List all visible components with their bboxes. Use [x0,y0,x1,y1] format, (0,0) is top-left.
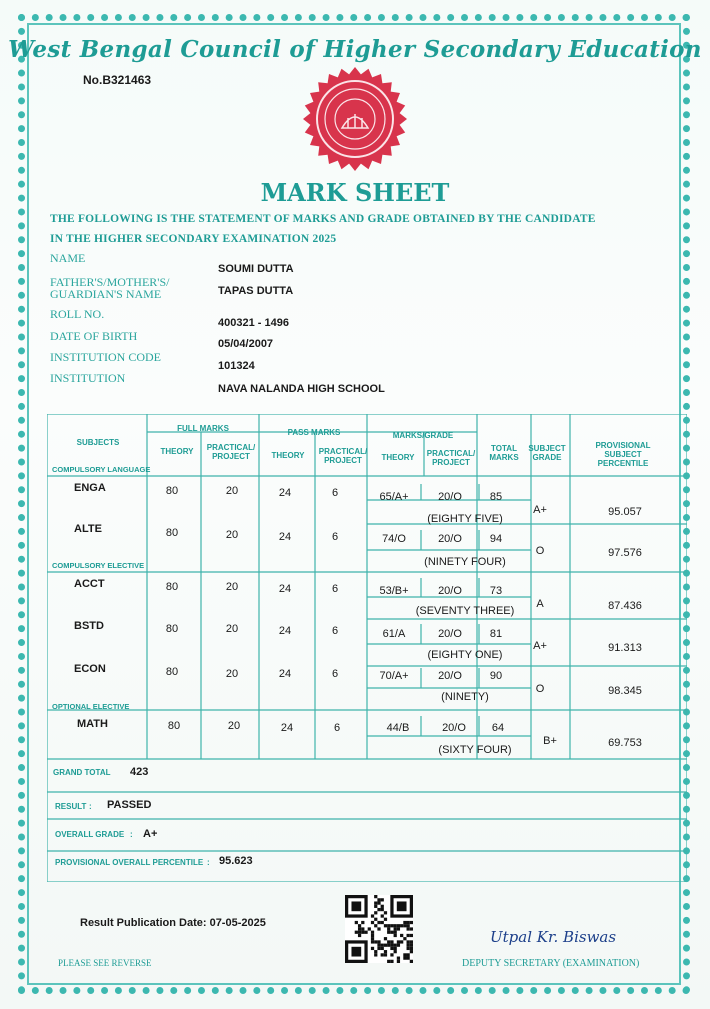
subject-grade: B+ [543,735,557,747]
total-marks: 64 [491,722,505,734]
header-theory-full: THEORY [160,447,194,456]
overall-grade-separator: : [130,830,133,839]
result-value: PASSED [107,799,152,811]
practical-marks: 20/O [438,670,462,682]
guardian-name: TAPAS DUTTA [218,285,294,297]
page-title: MARK SHEET [260,178,450,207]
board-name: West Bengal Council of Higher Secondary Education [8,36,702,63]
header-practical-full: PRACTICAL/ PROJECT [206,443,256,461]
theory-marks: 53/B+ [379,585,409,597]
pass-theory: 24 [278,531,292,543]
roll-label: ROLL NO. [50,307,105,321]
subject-grade: O [535,683,545,695]
theory-marks: 74/O [382,533,406,545]
qr-code-icon [345,895,413,963]
pass-theory: 24 [278,487,292,499]
full-theory: 80 [165,581,179,593]
theory-marks: 61/A [382,628,406,640]
full-practical: 20 [225,485,239,497]
result-separator: : [89,802,92,811]
subject-code: ENGA [74,482,106,494]
overall-percentile-value: 95.623 [219,855,253,867]
pass-practical: 6 [331,583,339,595]
full-theory: 80 [165,666,179,678]
practical-marks: 20/O [438,628,462,640]
institution-code-label: INSTITUTION CODE [50,350,161,364]
subject-code: ACCT [74,578,105,590]
overall-grade-value: A+ [143,828,158,840]
practical-marks: 20/O [442,722,466,734]
institution-label: INSTITUTION [50,371,126,385]
subject-code: ECON [74,663,106,675]
header-pass-marks: PASS MARKS [287,428,341,437]
statement-line-1: THE FOLLOWING IS THE STATEMENT OF MARKS AND GRADE OBTAINED BY THE CANDIDATE [50,213,596,225]
total-in-words: (EIGHTY FIVE) [427,513,503,525]
header-marks-grade: MARKS/GRADE [392,431,454,440]
theory-marks: 70/A+ [379,670,409,682]
pass-practical: 6 [331,625,339,637]
full-practical: 20 [225,623,239,635]
dob-label: DATE OF BIRTH [50,329,138,343]
pass-theory: 24 [278,583,292,595]
header-subject-grade: SUBJECT GRADE [528,444,566,462]
name-label: NAME [50,251,86,265]
full-practical: 20 [225,581,239,593]
practical-marks: 20/O [438,491,462,503]
pass-theory: 24 [278,668,292,680]
full-practical: 20 [225,668,239,680]
total-marks: 73 [489,585,503,597]
total-marks: 85 [489,491,503,503]
institution-name: NAVA NALANDA HIGH SCHOOL [218,383,385,395]
pass-theory: 24 [280,722,294,734]
theory-marks: 44/B [386,722,410,734]
council-seal-icon [302,66,408,172]
total-marks: 94 [489,533,503,545]
result-label: RESULT [55,802,87,811]
statement-line-2: IN THE HIGHER SECONDARY EXAMINATION 2025 [50,233,337,245]
subject-grade: A+ [533,504,547,516]
pass-theory: 24 [278,625,292,637]
header-percentile: PROVISIONAL SUBJECT PERCENTILE [595,441,651,468]
signature: Utpal Kr. Biswas [490,928,617,946]
grand-total-value: 423 [130,766,149,778]
section-compulsory-language: COMPULSORY LANGUAGE [52,465,151,474]
subject-grade: A [536,598,544,610]
publication-date: Result Publication Date: 07-05-2025 [80,917,266,929]
grand-total-label: GRAND TOTAL [53,768,111,777]
header-subjects: SUBJECTS [76,438,120,447]
full-theory: 80 [165,623,179,635]
total-in-words: (NINETY) [441,691,489,703]
pass-practical: 6 [331,668,339,680]
header-full-marks: FULL MARKS [177,424,229,433]
subject-grade: A+ [533,640,547,652]
total-in-words: (NINETY FOUR) [424,556,506,568]
full-practical: 20 [225,529,239,541]
header-practical-pass: PRACTICAL/ PROJECT [318,447,368,465]
total-in-words: (SIXTY FOUR) [438,744,512,756]
deputy-secretary: DEPUTY SECRETARY (EXAMINATION) [462,958,640,969]
subject-percentile: 98.345 [608,685,642,697]
total-marks: 81 [489,628,503,640]
full-theory: 80 [167,720,181,732]
candidate-name: SOUMI DUTTA [218,263,294,275]
practical-marks: 20/O [438,585,462,597]
overall-grade-label: OVERALL GRADE [55,830,125,839]
please-see-reverse: PLEASE SEE REVERSE [58,958,152,968]
subject-percentile: 95.057 [608,506,642,518]
header-theory-pass: THEORY [271,451,305,460]
header-theory-obtained: THEORY [381,453,415,462]
full-theory: 80 [165,485,179,497]
overall-percentile-separator: : [207,858,210,867]
institution-code: 101324 [218,360,255,372]
header-practical-obtained: PRACTICAL/ PROJECT [426,449,476,467]
subject-percentile: 87.436 [608,600,642,612]
subject-code: MATH [77,718,108,730]
roll-number: 400321 - 1496 [218,317,289,329]
full-theory: 80 [165,527,179,539]
subject-percentile: 97.576 [608,547,642,559]
full-practical: 20 [227,720,241,732]
pass-practical: 6 [333,722,341,734]
theory-marks: 65/A+ [379,491,409,503]
subject-percentile: 91.313 [608,642,642,654]
subject-code: BSTD [74,620,104,632]
date-of-birth: 05/04/2007 [218,338,274,350]
pass-practical: 6 [331,531,339,543]
total-in-words: (EIGHTY ONE) [427,649,503,661]
pass-practical: 6 [331,487,339,499]
guardian-label-2: GUARDIAN'S NAME [50,287,162,301]
subject-code: ALTE [74,523,102,535]
section-optional-elective: OPTIONAL ELECTIVE [52,702,130,711]
guardian-label-1: FATHER'S/MOTHER'S/ [50,275,170,289]
overall-percentile-label: PROVISIONAL OVERALL PERCENTILE [55,858,204,867]
header-total-marks: TOTAL MARKS [489,444,519,462]
total-in-words: (SEVENTY THREE) [415,605,515,617]
certificate-number: No.B321463 [83,73,152,87]
section-compulsory-elective: COMPULSORY ELECTIVE [52,561,145,570]
subject-percentile: 69.753 [608,737,642,749]
subject-grade: O [535,545,545,557]
practical-marks: 20/O [438,533,462,545]
total-marks: 90 [489,670,503,682]
